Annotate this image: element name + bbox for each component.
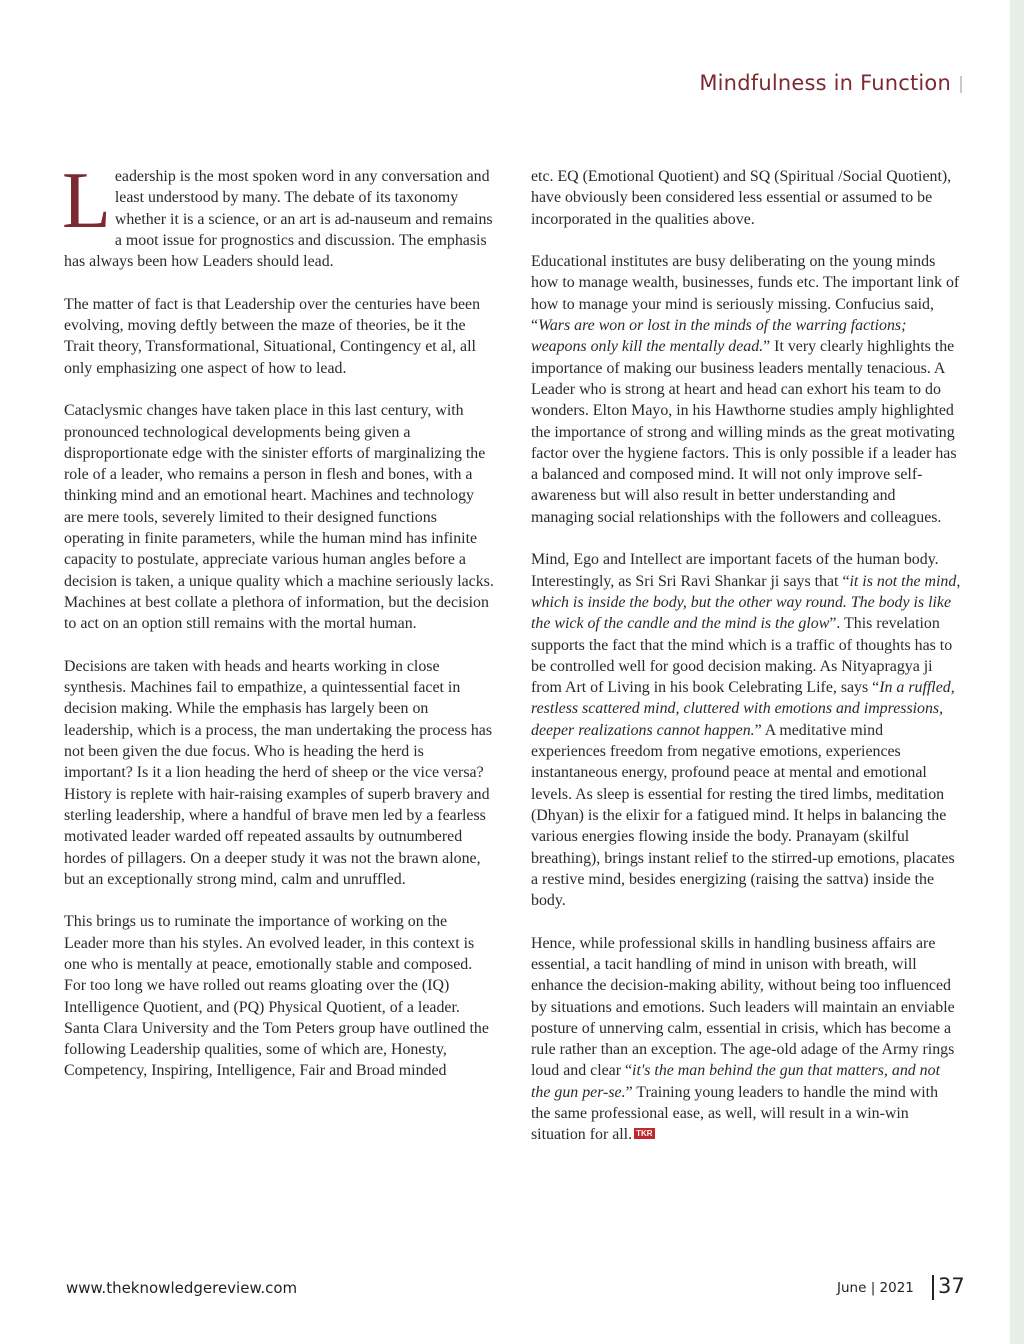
right-column — [531, 166, 961, 1167]
footer-date: June | 2021 — [837, 1280, 914, 1296]
paragraph: Cataclysmic changes have taken place in this last century, with pronounced technological developments being given a disproportionate edge with the sinister efforts of marginalizing the role of a leader, who remains a person in flesh and bones, with a thinking mind and an emotional heart. Machines and technology are mere tools, severely limited to their designed functions operating in finite parameters, while the human mind has infinite capacity to postulate, appreciate various human angles before a decision is taken, a unique quality which a machine seriously lacks. Machines at best collate a plethora of information, but the decision to act on an option still remains with the mortal human. — [64, 402, 494, 633]
page-number: 37 — [938, 1274, 965, 1298]
paragraph-text: ” Training young leaders to handle the mind with the same professional ease, as well, will result in a win-win situation for all. — [531, 1083, 939, 1144]
paragraph-text: Hence, while professional skills in handling business affairs are essential, a tacit handling of mind in unison with breath, will enhance the decision-making ability, without being too influenced by situations and emotions. Such leaders will maintain an enviable posture of unnerving calm, essential in crisis, which has become a rule rather than an exception. The age-old adage of the Army rings loud and clear “ — [531, 934, 955, 1080]
paragraph: The matter of fact is that Leadership over the centuries have been evolving, moving deftly between the maze of theories, be it the Trait theory, Transformational, Situational, Contingency et al, all only emphasizing one aspect of how to lead. — [64, 295, 481, 377]
paragraph-text: ” It very clearly highlights the importance of making our business leaders mentally tenacious. A Leader who is strong at heart and head can exhort his team to do wonders. Elton Mayo, in his Hawthorne studies amply highlighted the importance of strong and willing minds as the great motivating factor over the hygiene factors. This is only possible if a leader has a balanced and composed mind. It will not only improve self-awareness but will also result in better understanding and managing social relationships with the followers and colleagues. — [531, 338, 957, 526]
paragraph: This brings us to ruminate the importance of working on the Leader more than his styles. An evolved leader, in this context is one who is mentally at peace, emotionally stable and composed. For too long we have rolled out reams gloating over the (IQ) Intelligence Quotient, and (PQ) Physical Quotient, of a leader. Santa Clara University and the Tom Peters group have outlined the following Leadership qualities, some of which are, Honesty, Competency, Inspiring, Intelligence, Fair and Broad minded — [64, 913, 489, 1080]
quote-text: it is not the mind, which is inside the body, but the other way round. The body is like the wick of the candle and the mind is the glow — [531, 572, 961, 633]
quote-text: it's the man behind the gun that matters, and not the gun per-se. — [531, 1062, 940, 1101]
quote-text: In a ruffled, restless scattered mind, cluttered with emotions and impressions, deeper realizations cannot happen. — [531, 679, 955, 739]
section-title: Mindfulness in Function — [699, 71, 951, 95]
paragraph — [531, 251, 961, 528]
title-divider — [960, 76, 962, 93]
paragraph — [531, 933, 961, 1146]
paragraph — [531, 549, 961, 911]
paragraph-text: Mind, Ego and Intellect are important facets of the human body. Interestingly, as Sri Sri Ravi Shankar ji says that “ — [531, 551, 939, 590]
footer-divider — [932, 1275, 934, 1300]
quote-text: Wars are won or lost in the minds of the warring factions; weapons only kill the mentally dead. — [531, 317, 907, 356]
tkr-end-mark-icon: TKR — [636, 1129, 653, 1139]
paragraph-text: Educational institutes are busy deliberating on the young minds how to manage wealth, businesses, funds etc. The important link of how to manage your mind is seriously missing. Confucius said, “ — [531, 253, 960, 335]
paragraph — [62, 157, 494, 272]
drop-cap: L — [62, 157, 111, 245]
paragraph: etc. EQ (Emotional Quotient) and SQ (Spiritual /Social Quotient), have obviously been considered less essential or assumed to be incorporated in the qualities above. — [531, 168, 952, 228]
footer-website: www.theknowledgereview.com — [66, 1279, 298, 1297]
paragraph: Decisions are taken with heads and hearts working in close synthesis. Machines fail to empathize, a quintessential facet in decision making. While the emphasis has largely been on leadership, which is a process, the man undertaking the process has not been given the due focus. Who is heading the herd is important? Is it a lion heading the herd of sheep or the vice versa? History is replete with hair-raising examples of superb bravery and sterling leadership, where a handful of brave men led by a fearless motivated leader warded off repeated assaults by outnumbered hordes of pillagers. On a deeper study it was not the brawn alone, but an exceptionally strong mind, calm and unruffled. — [64, 657, 493, 888]
paragraph-text: ”. This revelation supports the fact that the mind which is a traffic of thoughts has to be controlled well for good decision making. As Nityapragya ji from Art of Living in his book Celebrating Life, says “ — [531, 615, 953, 697]
paragraph-text: ” A meditative mind experiences freedom from negative emotions, experiences instantaneous energy, profound peace at mental and emotional levels. As sleep is essential for resting the tired limbs, meditation (Dhyan) is the elixir for a fatigued mind. It helps in balancing the various energies flowing inside the body. Pranayam (skilful breathing), brings instant relief to the stirred-up emotions, placates a restive mind, besides energizing (raising the sattva) inside the body. — [531, 721, 955, 910]
left-column — [62, 157, 494, 1103]
side-strip — [1010, 0, 1024, 1344]
paragraph-text: eadership is the most spoken word in any conversation and least understood by many. The debate of its taxonomy whether it is a science, or an art is ad-nauseum and remains a moot issue for prognostics and discussion. The emphasis has always been how Leaders should lead. — [64, 168, 493, 271]
